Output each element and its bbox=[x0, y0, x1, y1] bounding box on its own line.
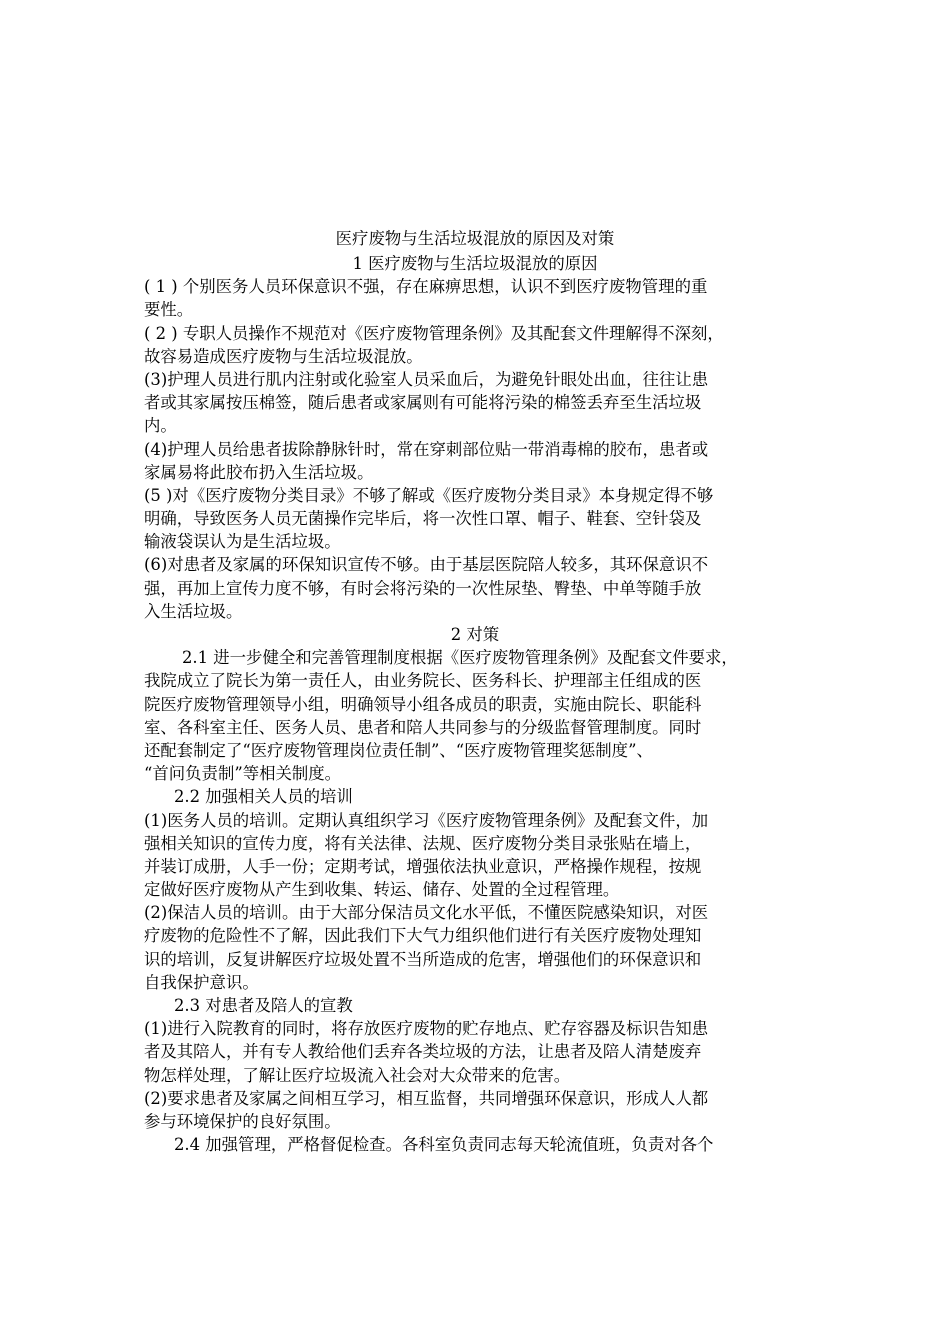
text-line: “首问负责制”等相关制度。 bbox=[144, 764, 342, 784]
text-line: 室、各科室主任、医务人员、患者和陪人共同参与的分级监督管理制度。同时 bbox=[144, 717, 702, 737]
text-line: 输液袋误认为是生活垃圾。 bbox=[144, 532, 341, 552]
section-2-heading: 2 对策 bbox=[450, 625, 500, 644]
text-line: 要性。 bbox=[144, 300, 194, 320]
text-line: 疗废物的危险性不了解，因此我们下大气力组织他们进行有关医疗废物处理知 bbox=[144, 926, 702, 946]
text-line: (2)要求患者及家属之间相互学习，相互监督，共同增强环保意识，形成人人都 bbox=[144, 1088, 709, 1108]
document-page bbox=[144, 227, 814, 1156]
section-1-body bbox=[144, 275, 814, 623]
text-line: 家属易将此胶布扔入生活垃圾。 bbox=[144, 462, 374, 482]
text-line: ( 1 ) 个别医务人员环保意识不强，存在麻痹思想，认识不到医疗废物管理的重 bbox=[144, 277, 708, 297]
text-line: 明确，导致医务人员无菌操作完毕后，将一次性口罩、帽子、鞋套、空针袋及 bbox=[144, 509, 702, 529]
text-line: 强相关知识的宣传力度，将有关法律、法规、医疗废物分类目录张贴在墙上， bbox=[144, 833, 702, 853]
section-1-heading: 1 医疗废物与生活垃圾混放的原因 bbox=[352, 254, 598, 273]
text-line: 参与环境保护的良好氛围。 bbox=[144, 1111, 341, 1131]
text-line: 者或其家属按压棉签，随后患者或家属则有可能将污染的棉签丢弃至生活垃圾 bbox=[144, 393, 702, 413]
text-line: 我院成立了院长为第一责任人，由业务院长、医务科长、护理部主任组成的医 bbox=[144, 671, 702, 691]
text-line: ( 2 ) 专职人员操作不规范对《医疗废物管理条例》及其配套文件理解得不深刻， bbox=[144, 323, 724, 343]
text-line: (2)保洁人员的培训。由于大部分保洁员文化水平低，不懂医院感染知识，对医 bbox=[144, 903, 709, 923]
text-line: 院医疗废物管理领导小组，明确领导小组各成员的职责，实施由院长、职能科 bbox=[144, 694, 702, 714]
text-line: (5 )对《医疗废物分类目录》不够了解或《医疗废物分类目录》本身规定得不够 bbox=[144, 485, 714, 505]
text-line: 自我保护意识。 bbox=[144, 972, 259, 992]
text-line: 并装订成册，人手一份；定期考试，增强依法执业意识，严格操作规程，按规 bbox=[144, 856, 702, 876]
text-line: 2.1 进一步健全和完善管理制度根据《医疗废物管理条例》及配套文件要求， bbox=[182, 648, 738, 668]
text-line: 内。 bbox=[144, 416, 177, 436]
section-2-2-body bbox=[144, 809, 814, 995]
text-line: 识的培训，反复讲解医疗垃圾处置不当所造成的危害，增强他们的环保意识和 bbox=[144, 949, 702, 969]
section-2-3-body bbox=[144, 1017, 814, 1133]
text-line: 强，再加上宣传力度不够，有时会将污染的一次性尿垫、臀垫、中单等随手放 bbox=[144, 578, 702, 598]
document-title: 医疗废物与生活垃圾混放的原因及对策 bbox=[335, 229, 615, 248]
text-line: 入生活垃圾。 bbox=[144, 601, 243, 621]
text-line: 故容易造成医疗废物与生活垃圾混放。 bbox=[144, 346, 423, 366]
section-2-4-line: 2.4 加强管理，严格督促检查。各科室负责同志每天轮流值班，负责对各个 bbox=[174, 1135, 714, 1155]
text-line: (3)护理人员进行肌内注射或化验室人员采血后，为避免针眼处出血，往往让患 bbox=[144, 369, 709, 389]
text-line: 还配套制定了“医疗废物管理岗位责任制”、“医疗废物管理奖惩制度”、 bbox=[144, 740, 653, 760]
text-line: 物怎样处理，了解让医疗垃圾流入社会对大众带来的危害。 bbox=[144, 1065, 571, 1085]
section-2-3-heading: 2.3 对患者及陪人的宣教 bbox=[174, 996, 353, 1015]
text-line: (1)进行入院教育的同时，将存放医疗废物的贮存地点、贮存容器及标识告知患 bbox=[144, 1019, 709, 1039]
text-line: 者及其陪人，并有专人教给他们丢弃各类垃圾的方法，让患者及陪人清楚废弃 bbox=[144, 1042, 702, 1062]
text-line: (1)医务人员的培训。定期认真组织学习《医疗废物管理条例》及配套文件，加 bbox=[144, 810, 709, 830]
section-2-2-heading: 2.2 加强相关人员的培训 bbox=[174, 787, 353, 807]
text-line: (6)对患者及家属的环保知识宣传不够。由于基层医院陪人较多，其环保意识不 bbox=[144, 555, 709, 575]
text-line: (4)护理人员给患者拔除静脉针时，常在穿刺部位贴一带消毒棉的胶布，患者或 bbox=[144, 439, 709, 459]
text-line: 定做好医疗废物从产生到收集、转运、储存、处置的全过程管理。 bbox=[144, 880, 620, 900]
section-2-1-paragraph bbox=[144, 646, 814, 785]
